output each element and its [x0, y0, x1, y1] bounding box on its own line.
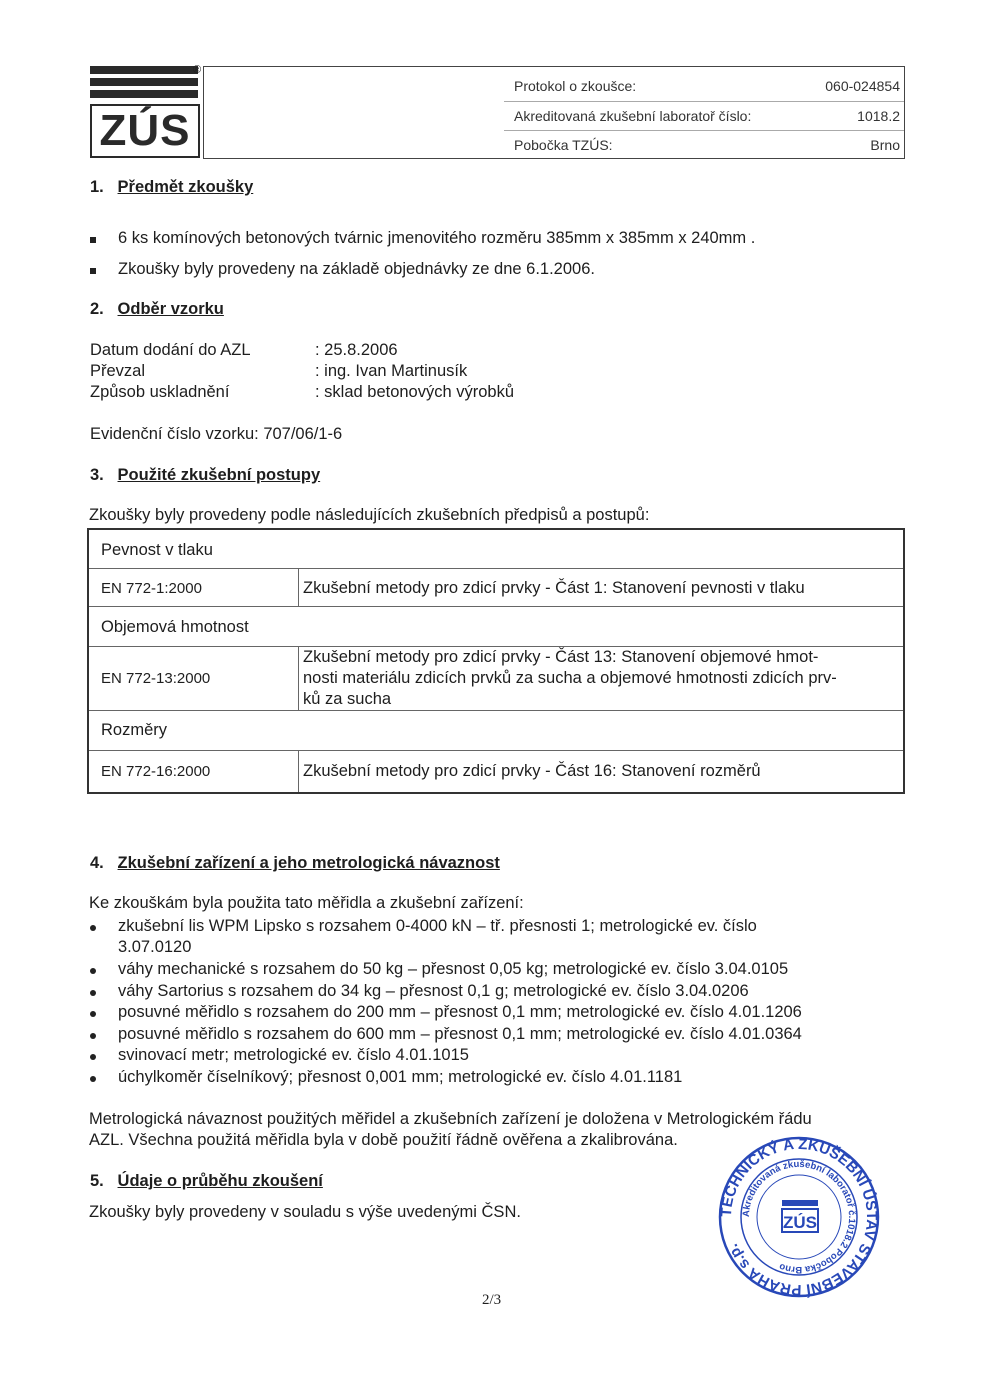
table-code: EN 772-1:2000: [101, 580, 202, 597]
section-title: Odběr vzorku: [117, 300, 224, 318]
section-title: Předmět zkoušky: [117, 178, 254, 196]
section-3-heading: [90, 466, 320, 485]
table-description: Zkušební metody pro zdicí prvky - Část 1: Stanovení pevnosti v tlaku: [303, 579, 805, 597]
page-number: 2/3: [482, 1292, 502, 1308]
table-group-label: Rozměry: [101, 721, 168, 739]
table-description: nosti materiálu zdicích prvků za sucha a objemové hmotnosti zdicích prv-: [303, 669, 837, 687]
equipment-item: zkušební lis WPM Lipsko s rozsahem 0-4000 kN – tř. přesnosti 1; metrologické ev. číslo: [118, 917, 757, 935]
section-2-heading: [90, 300, 224, 319]
section-3-intro: Zkoušky byly provedeny podle následujících zkušebních předpisů a postupů:: [89, 506, 650, 524]
stamp-inner-text: Akreditovaná zkušební laboratoř č.1018.2 Pobočka Brno: [740, 1158, 858, 1276]
field-label: Způsob uskladnění: [90, 383, 230, 401]
table-description: Zkušební metody pro zdicí prvky - Část 13: Stanovení objemové hmot-: [303, 648, 819, 666]
registered-mark: ®: [193, 64, 202, 76]
table-description: Zkušební metody pro zdicí prvky - Část 16: Stanovení rozměrů: [303, 762, 761, 780]
equipment-item: úchylkoměr číselníkový; přesnost 0,001 mm; metrologické ev. číslo 4.01.1181: [118, 1068, 683, 1086]
section-4-intro: Ke zkouškám byla použita tato měřidla a zkušební zařízení:: [89, 894, 524, 912]
field-label: Převzal: [90, 362, 146, 380]
section-5-heading: [90, 1172, 323, 1191]
equipment-item: posuvné měřidlo s rozsahem do 200 mm – přesnost 0,1 mm; metrologické ev. číslo 4.01.1206: [118, 1003, 802, 1021]
header-value: 060-024854: [825, 78, 900, 94]
section-title: Použité zkušební postupy: [117, 466, 321, 484]
closing-paragraph-line: AZL. Všechna použitá měřidla byla v době použití řádně ověřena a zkalibrována.: [89, 1131, 678, 1149]
equipment-item: posuvné měřidlo s rozsahem do 600 mm – přesnost 0,1 mm; metrologické ev. číslo 4.01.0364: [118, 1025, 802, 1043]
header-value: 1018.2: [857, 108, 900, 124]
evidence-number: Evidenční číslo vzorku: 707/06/1-6: [90, 425, 343, 443]
table-code: EN 772-16:2000: [101, 763, 211, 780]
field-label: Datum dodání do AZL: [90, 341, 251, 359]
section-1-bullet: 6 ks komínových betonových tvárnic jmenovitého rozměru 385mm x 385mm x 240mm .: [118, 229, 756, 247]
field-value: : ing. Ivan Martinusík: [315, 362, 468, 380]
section-title: Zkušební zařízení a jeho metrologická návaznost: [117, 854, 500, 872]
header-value: Brno: [870, 137, 900, 153]
section-5-text: Zkoušky byly provedeny v souladu s výše uvedenými ČSN.: [89, 1203, 521, 1221]
field-value: : sklad betonových výrobků: [315, 383, 515, 401]
section-number: 5.: [90, 1172, 104, 1190]
section-4-heading: [90, 854, 500, 873]
section-number: 1.: [90, 178, 104, 196]
section-1-heading: [90, 178, 253, 197]
table-description: ků za sucha: [303, 690, 392, 708]
stamp-outer-text: TECHNICKÝ A ZKUŠEBNÍ ÚSTAV STAVEBNÍ PRAHA s.p.: [718, 1136, 880, 1298]
table-group-label: Objemová hmotnost: [101, 618, 249, 636]
logo-text: ZÚS: [90, 104, 200, 158]
test-methods-table: [87, 528, 905, 794]
header-label: Pobočka TZÚS:: [514, 137, 613, 153]
section-number: 3.: [90, 466, 104, 484]
zus-logo: [90, 66, 198, 156]
protocol-header: [203, 66, 905, 159]
table-code: EN 772-13:2000: [101, 670, 211, 687]
field-value: : 25.8.2006: [315, 341, 398, 359]
equipment-item: váhy Sartorius s rozsahem do 34 kg – přesnost 0,1 g; metrologické ev. číslo 3.04.0206: [118, 982, 749, 1000]
stamp-logo: ZÚS: [783, 1213, 817, 1232]
section-number: 2.: [90, 300, 104, 318]
header-label: Akreditovaná zkušební laboratoř číslo:: [514, 108, 752, 124]
table-group-label: Pevnost v tlaku: [101, 541, 213, 559]
section-title: Údaje o průběhu zkoušení: [117, 1172, 323, 1190]
equipment-item: váhy mechanické s rozsahem do 50 kg – přesnost 0,05 kg; metrologické ev. číslo 3.04.0105: [118, 960, 789, 978]
equipment-item: svinovací metr; metrologické ev. číslo 4.01.1015: [118, 1046, 469, 1064]
laboratory-stamp: [718, 1136, 880, 1298]
header-label: Protokol o zkoušce:: [514, 78, 637, 94]
closing-paragraph-line: Metrologická návaznost použitých měřidel a zkušebních zařízení je doložena v Metrologickém řádu: [89, 1110, 812, 1128]
section-1-bullet: Zkoušky byly provedeny na základě objednávky ze dne 6.1.2006.: [118, 260, 595, 278]
equipment-item-continuation: 3.07.0120: [118, 938, 192, 956]
section-number: 4.: [90, 854, 104, 872]
